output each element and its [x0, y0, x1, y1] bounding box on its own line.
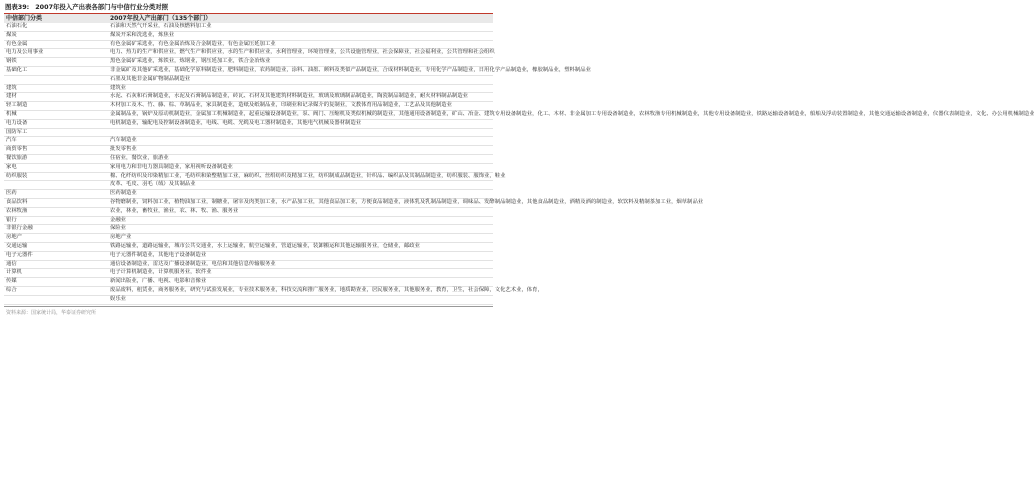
table-row — [4, 242, 493, 251]
table-header-row — [4, 14, 493, 23]
table-row — [4, 198, 493, 207]
io-sector-list: 房地产业 — [110, 234, 132, 241]
table-row — [4, 286, 493, 295]
io-sector-list: 谷物磨制业，饲料加工业，植物油加工业，制糖业，屠宰及肉类加工业，水产品加工业，其他食品加工业，方便食品制造业，液体乳及乳制品制造业，调味品、发酵制品制造业，其他食品制造业，酒精及酒的制造业，软饮料及精制茶加工业，烟草制品业 — [110, 198, 704, 205]
table-row — [4, 146, 493, 155]
io-sector-list: 金融业 — [110, 216, 127, 223]
table-row — [4, 216, 493, 225]
io-sector-list: 批发零售业 — [110, 146, 137, 153]
sector-name: 建材 — [6, 93, 17, 100]
io-sector-list: 家用电力和非电力器具制造业，家用视听设备制造业 — [110, 163, 233, 170]
table-row — [4, 251, 493, 260]
header-citic-sector: 中信部门分类 — [4, 14, 108, 23]
table-row — [4, 93, 493, 102]
sector-name — [4, 295, 108, 304]
sector-name: 基础化工 — [6, 66, 28, 73]
table-row — [4, 102, 493, 111]
sector-name: 综合 — [6, 286, 17, 293]
io-sector-list: 电子元器件制造业，其他电子设备制造业 — [110, 251, 207, 258]
io-sector-list: 保险业 — [110, 225, 127, 232]
table-row — [4, 40, 493, 49]
io-sector-list: 铁路运输业，道路运输业，城市公共交通业，水上运输业，航空运输业，管道运输业，装卸搬运和其他运输服务业，仓储业，邮政业 — [110, 242, 420, 249]
table-row — [4, 110, 493, 119]
io-sector-list: 水泥、石灰和石膏制造业，水泥及石膏制品制造业，砖瓦、石材及其他建筑材料制造业，玻璃及玻璃制品制造业，陶瓷制品制造业，耐火材料制品制造业 — [110, 93, 469, 100]
figure-title — [4, 3, 493, 12]
sector-name: 电力设备 — [6, 119, 28, 126]
table-row — [4, 75, 493, 84]
header-io-sectors: 2007年投入产出部门（135个部门） — [108, 14, 493, 23]
sector-name: 煤炭 — [6, 31, 17, 38]
sector-name: 非银行金融 — [6, 225, 33, 232]
table-body — [4, 23, 1034, 304]
io-sector-list: 废品废料，租赁业，商务服务业，研究与试验发展业，专业技术服务业，科技交流和推广服务业，地质勘查业，居民服务业，其他服务业，教育，卫生，社会保障，文化艺术业，体育， — [110, 286, 543, 293]
sector-name: 电子元器件 — [6, 251, 33, 258]
sector-name: 国防军工 — [6, 128, 28, 135]
io-sector-list: 皮革、毛皮、羽毛（绒）及其制品业 — [110, 181, 196, 188]
sector-name: 传媒 — [6, 278, 17, 285]
table-row — [4, 234, 493, 243]
io-sector-list: 电机制造业，输配电及控制设备制造业，电线、电缆、光缆及电工器材制造业，其他电气机械及器材制造业 — [110, 119, 362, 126]
industry-mapping-table — [4, 14, 1034, 305]
io-sector-list: 黑色金属矿采选业，炼铁业，炼钢业，钢压延加工业，铁合金冶炼业 — [110, 58, 271, 65]
sector-name: 通信 — [6, 260, 17, 267]
io-sector-list: 建筑业 — [110, 84, 127, 91]
sector-name: 有色金属 — [6, 40, 28, 47]
table-row — [4, 278, 493, 287]
sector-name: 纺织服装 — [6, 172, 28, 179]
sector-name: 食品饮料 — [6, 198, 28, 205]
table-row — [4, 31, 493, 40]
io-sector-list: 木材加工及木、竹、藤、棕、草制品业，家具制造业，造纸及纸制品业，印刷业和记录媒介的复制业，文教体育用品制造业，工艺品及其他制造业 — [110, 102, 452, 109]
io-sector-list: 棉、化纤纺织及印染精加工业，毛纺织和染整精加工业，麻纺织、丝绢纺织及精加工业，纺织制成品制造业，针织品、编织品及其制品制造业，纺织服装、服饰业，鞋业 — [110, 172, 506, 179]
io-sector-list: 非金属矿及其他矿采选业，基础化学原料制造业，肥料制造业，农药制造业，涂料、油墨、颜料及类似产品制造业，合成材料制造业，专用化学产品制造业，日用化学产品制造业，橡胶制品业，塑料制品业 — [110, 66, 591, 73]
sector-name: 建筑 — [6, 84, 17, 91]
table-row — [4, 163, 493, 172]
figure-title-text: 2007年投入产出表各部门与中信行业分类对照 — [35, 3, 169, 11]
io-sector-list — [108, 128, 493, 137]
table-row — [4, 295, 493, 304]
sector-name: 银行 — [6, 216, 17, 223]
sector-name: 餐饮旅游 — [6, 154, 28, 161]
io-sector-list: 农业，林业，畜牧业，渔业，农、林、牧、渔、服务业 — [110, 207, 239, 214]
table-row — [4, 49, 493, 58]
table-row — [4, 181, 493, 190]
table-row — [4, 84, 493, 93]
io-sector-list: 煤炭开采和洗选业，炼焦业 — [110, 31, 175, 38]
sector-name: 电力及公用事业 — [6, 49, 44, 56]
io-sector-list: 电力、热力的生产和供应业，燃气生产和供应业，水的生产和供应业，水利管理业，环境管理业，公共设施管理业，社会保障业，社会福利业，公共管理和社会组织 — [110, 49, 495, 56]
io-sector-list: 有色金属矿采选业，有色金属冶炼及合金制造业，有色金属压延加工业 — [110, 40, 276, 47]
table-row — [4, 190, 493, 199]
io-sector-list: 石墨及其他非金属矿物制品制造业 — [110, 75, 191, 82]
figure-label: 图表39: — [5, 3, 30, 11]
table-row — [4, 128, 493, 137]
table-row — [4, 225, 493, 234]
sector-name: 汽车 — [6, 137, 17, 144]
io-sector-list: 通信设备制造业，雷达及广播设备制造业，电信和其他信息传输服务业 — [110, 260, 276, 267]
table-row — [4, 172, 493, 181]
sector-name: 计算机 — [6, 269, 23, 276]
table-row — [4, 58, 493, 67]
sector-name: 交通运输 — [6, 242, 28, 249]
sector-name — [4, 181, 108, 190]
sector-name: 机械 — [6, 110, 17, 117]
sector-name: 轻工制造 — [6, 102, 28, 109]
sector-name — [4, 75, 108, 84]
table-row — [4, 137, 493, 146]
io-sector-list: 汽车制造业 — [110, 137, 137, 144]
sector-name: 钢铁 — [6, 58, 17, 65]
sector-name: 商贸零售 — [6, 146, 28, 153]
io-sector-list: 电子计算机制造业，计算机服务业，软件业 — [110, 269, 212, 276]
io-sector-list: 住宿业，餐饮业，旅游业 — [110, 154, 169, 161]
table-row — [4, 260, 493, 269]
io-sector-list: 新闻出版业，广播、电视、电影和音像业 — [110, 278, 207, 285]
table-row — [4, 207, 493, 216]
sector-name: 农林牧渔 — [6, 207, 28, 214]
table-row — [4, 66, 493, 75]
io-sector-list: 石油和天然气开采业，石油及核燃料加工业 — [110, 23, 212, 29]
table-row — [4, 154, 493, 163]
io-sector-list: 金属制品业，锅炉及原动机制造业，金属加工机械制造业，起重运输设备制造业，泵、阀门、压缩机及类似机械的制造业，其他通用设备制造业，矿山、冶金、建筑专用设备制造业，化工、木材、非金属加工专用设备制造业，农林牧渔专用机械制造业，其他专用设备制造业，铁路运输设备制造业，船舶及浮动装置制造业，其他交通运输设备制造业，仪器仪表制造业，文化、办公用机械制造业 — [110, 110, 1034, 117]
table-bottom-rule — [4, 306, 493, 307]
sector-name: 家电 — [6, 163, 17, 170]
sector-name: 房地产 — [6, 234, 23, 241]
table-row — [4, 119, 493, 128]
io-sector-list: 娱乐业 — [110, 295, 127, 302]
io-sector-list: 医药制造业 — [110, 190, 137, 197]
table-row — [4, 23, 493, 31]
sector-name: 医药 — [6, 190, 17, 197]
source-note: 资料来源：国家统计局，华泰证券研究所 — [6, 309, 97, 316]
table-row — [4, 269, 493, 278]
sector-name: 石油石化 — [6, 23, 28, 29]
